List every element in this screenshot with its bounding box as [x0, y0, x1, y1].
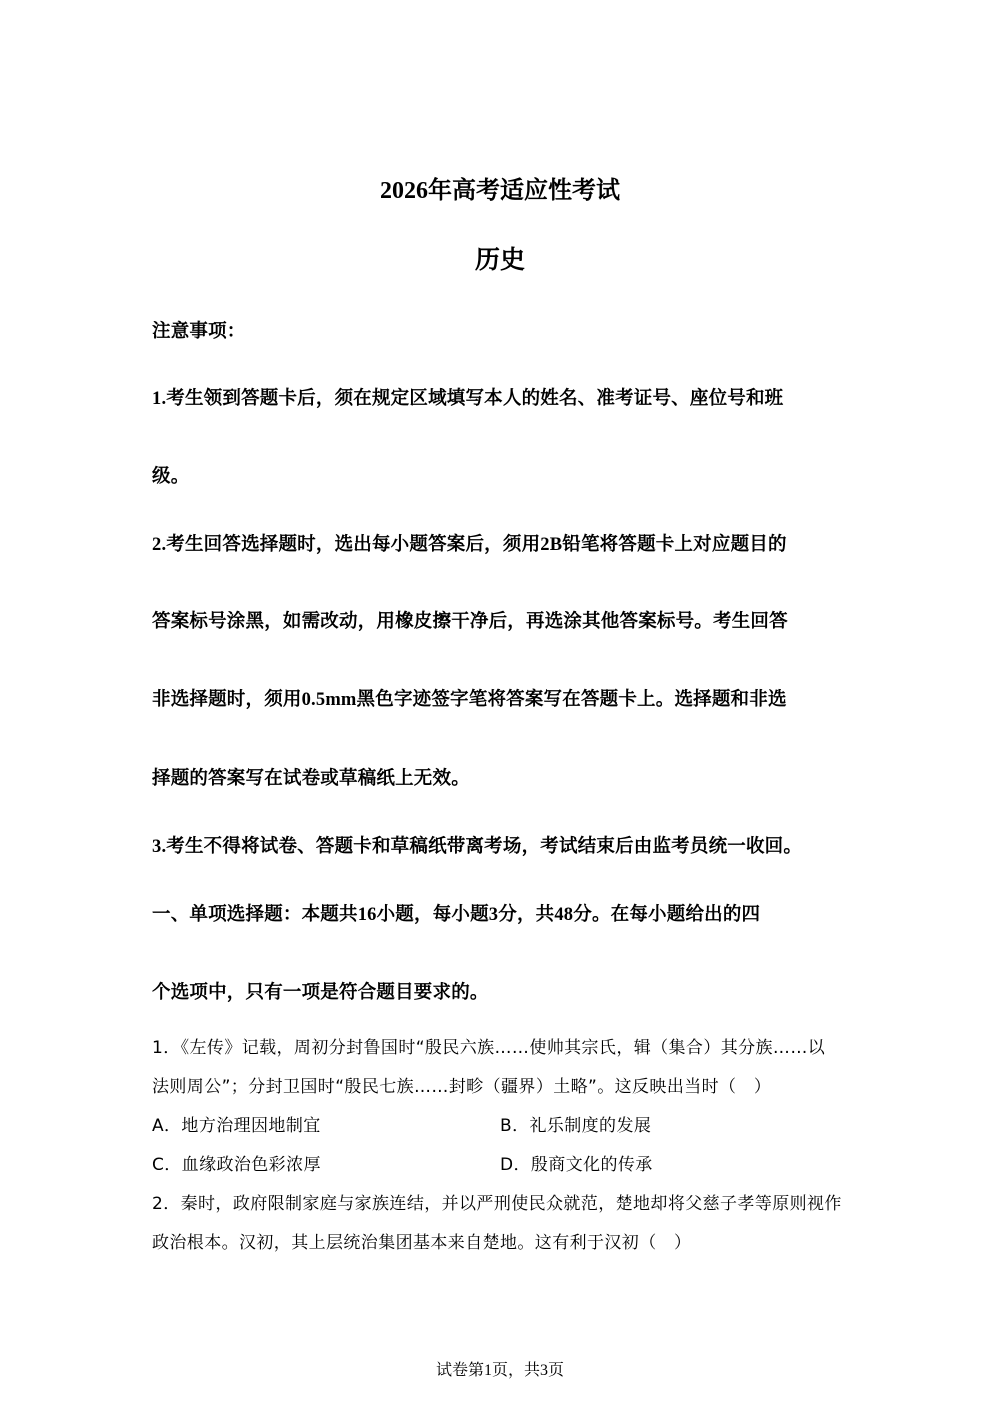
question-2-text: 政治根本。汉初，其上层统治集团基本来自楚地。这有利于汉初（ ） — [152, 1233, 692, 1253]
notice-line: 1.考生领到答题卡后，须在规定区域填写本人的姓名、准考证号、座位号和班 — [152, 389, 784, 409]
section-heading: 个选项中，只有一项是符合题目要求的。 — [152, 983, 489, 1003]
question-1-option-b: B．礼乐制度的发展 — [500, 1116, 652, 1136]
page-footer: 试卷第1页，共3页 — [435, 1362, 564, 1379]
notice-line: 择题的答案写在试卷或草稿纸上无效。 — [152, 769, 470, 789]
question-1-option-a: A．地方治理因地制宜 — [152, 1116, 321, 1136]
question-2-text: 2．秦时，政府限制家庭与家族连结，并以严刑使民众就范，楚地却将父慈子孝等原则视作 — [152, 1194, 842, 1214]
question-1-option-c: C．血缘政治色彩浓厚 — [152, 1155, 321, 1175]
notice-line: 3.考生不得将试卷、答题卡和草稿纸带离考场，考试结束后由监考员统一收回。 — [152, 837, 803, 857]
question-1-text: 法则周公”；分封卫国时“殷民七族……封畛（疆界）土略”。这反映出当时（ ） — [152, 1077, 772, 1097]
question-1-option-d: D．殷商文化的传承 — [500, 1155, 653, 1175]
exam-title: 2026年高考适应性考试 — [380, 178, 620, 204]
exam-subject: 历史 — [474, 247, 525, 274]
notice-heading: 注意事项： — [152, 322, 246, 342]
notice-line: 非选择题时，须用0.5mm黑色字迹签字笔将答案写在答题卡上。选择题和非选 — [152, 690, 787, 710]
notice-line: 2.考生回答选择题时，选出每小题答案后，须用2B铅笔将答题卡上对应题目的 — [152, 535, 787, 555]
question-1-text: 1．《左传》记载，周初分封鲁国时“殷民六族……使帅其宗氏，辑（集合）其分族……以 — [152, 1038, 826, 1058]
notice-line: 级。 — [152, 467, 190, 487]
section-heading: 一、单项选择题：本题共16小题，每小题3分，共48分。在每小题给出的四 — [152, 905, 761, 925]
notice-line: 答案标号涂黑，如需改动，用橡皮擦干净后，再选涂其他答案标号。考生回答 — [152, 612, 788, 632]
